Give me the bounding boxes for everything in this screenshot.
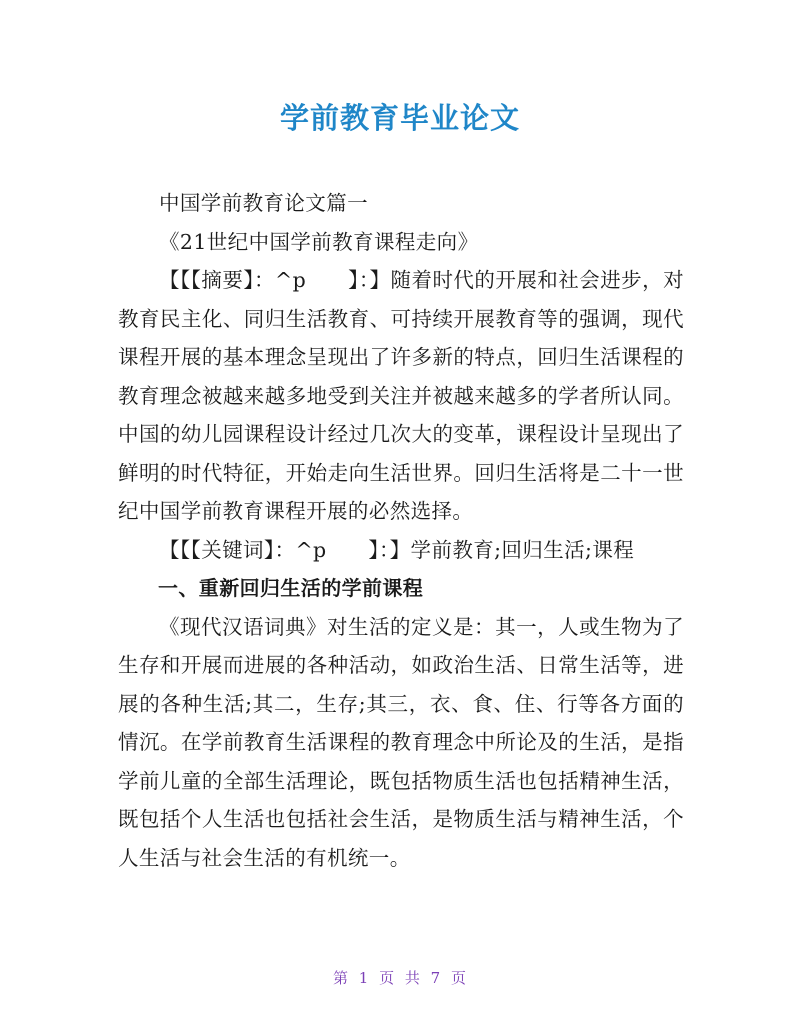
abstract-paragraph: 【【【摘要】：^p 】：】随着时代的开展和社会进步，对教育民主化、同归生活教育、可持续开展教育等的强调，现代课程开展的基本理念呈现出了许多新的特点，回归生活课程的教育理念被越来越多地受到关注并被越来越多的学者所认同。中国的幼儿园课程设计经过几次大的变革，课程设计呈现出了鲜明的时代特征，开始走向生活世界。回归生活将是二十一世纪中国学前教育课程开展的必然选择。 — [118, 268, 684, 523]
paragraph: 《现代汉语词典》对生活的定义是：其一，人或生物为了生存和开展而进展的各种活动，如政治生活、日常生活等，进展的各种生活;其二，生存;其三，衣、食、住、行等各方面的情沉。在学前教育生活课程的教育理念中所论及的生活，是指学前儿童的全部生活理论，既包括物质生活也包括精神生活，既包括个人生活也包括社会生活，是物质生活与精神生活，个人生活与社会生活的有机统一。 — [118, 614, 684, 870]
section-heading: 一、重新回归生活的学前课程 — [158, 576, 424, 600]
page-number-footer: 第 1 页 共 7 页 — [333, 969, 467, 987]
document-title: 学前教育毕业论文 — [279, 101, 520, 135]
paragraph: 中国学前教育论文篇一 — [159, 191, 368, 215]
keywords-paragraph: 【【【关键词】：^p 】：】学前教育;回归生活;课程 — [159, 537, 635, 562]
paragraph: 《21世纪中国学前教育课程走向》 — [159, 229, 479, 254]
document-body — [118, 184, 684, 877]
